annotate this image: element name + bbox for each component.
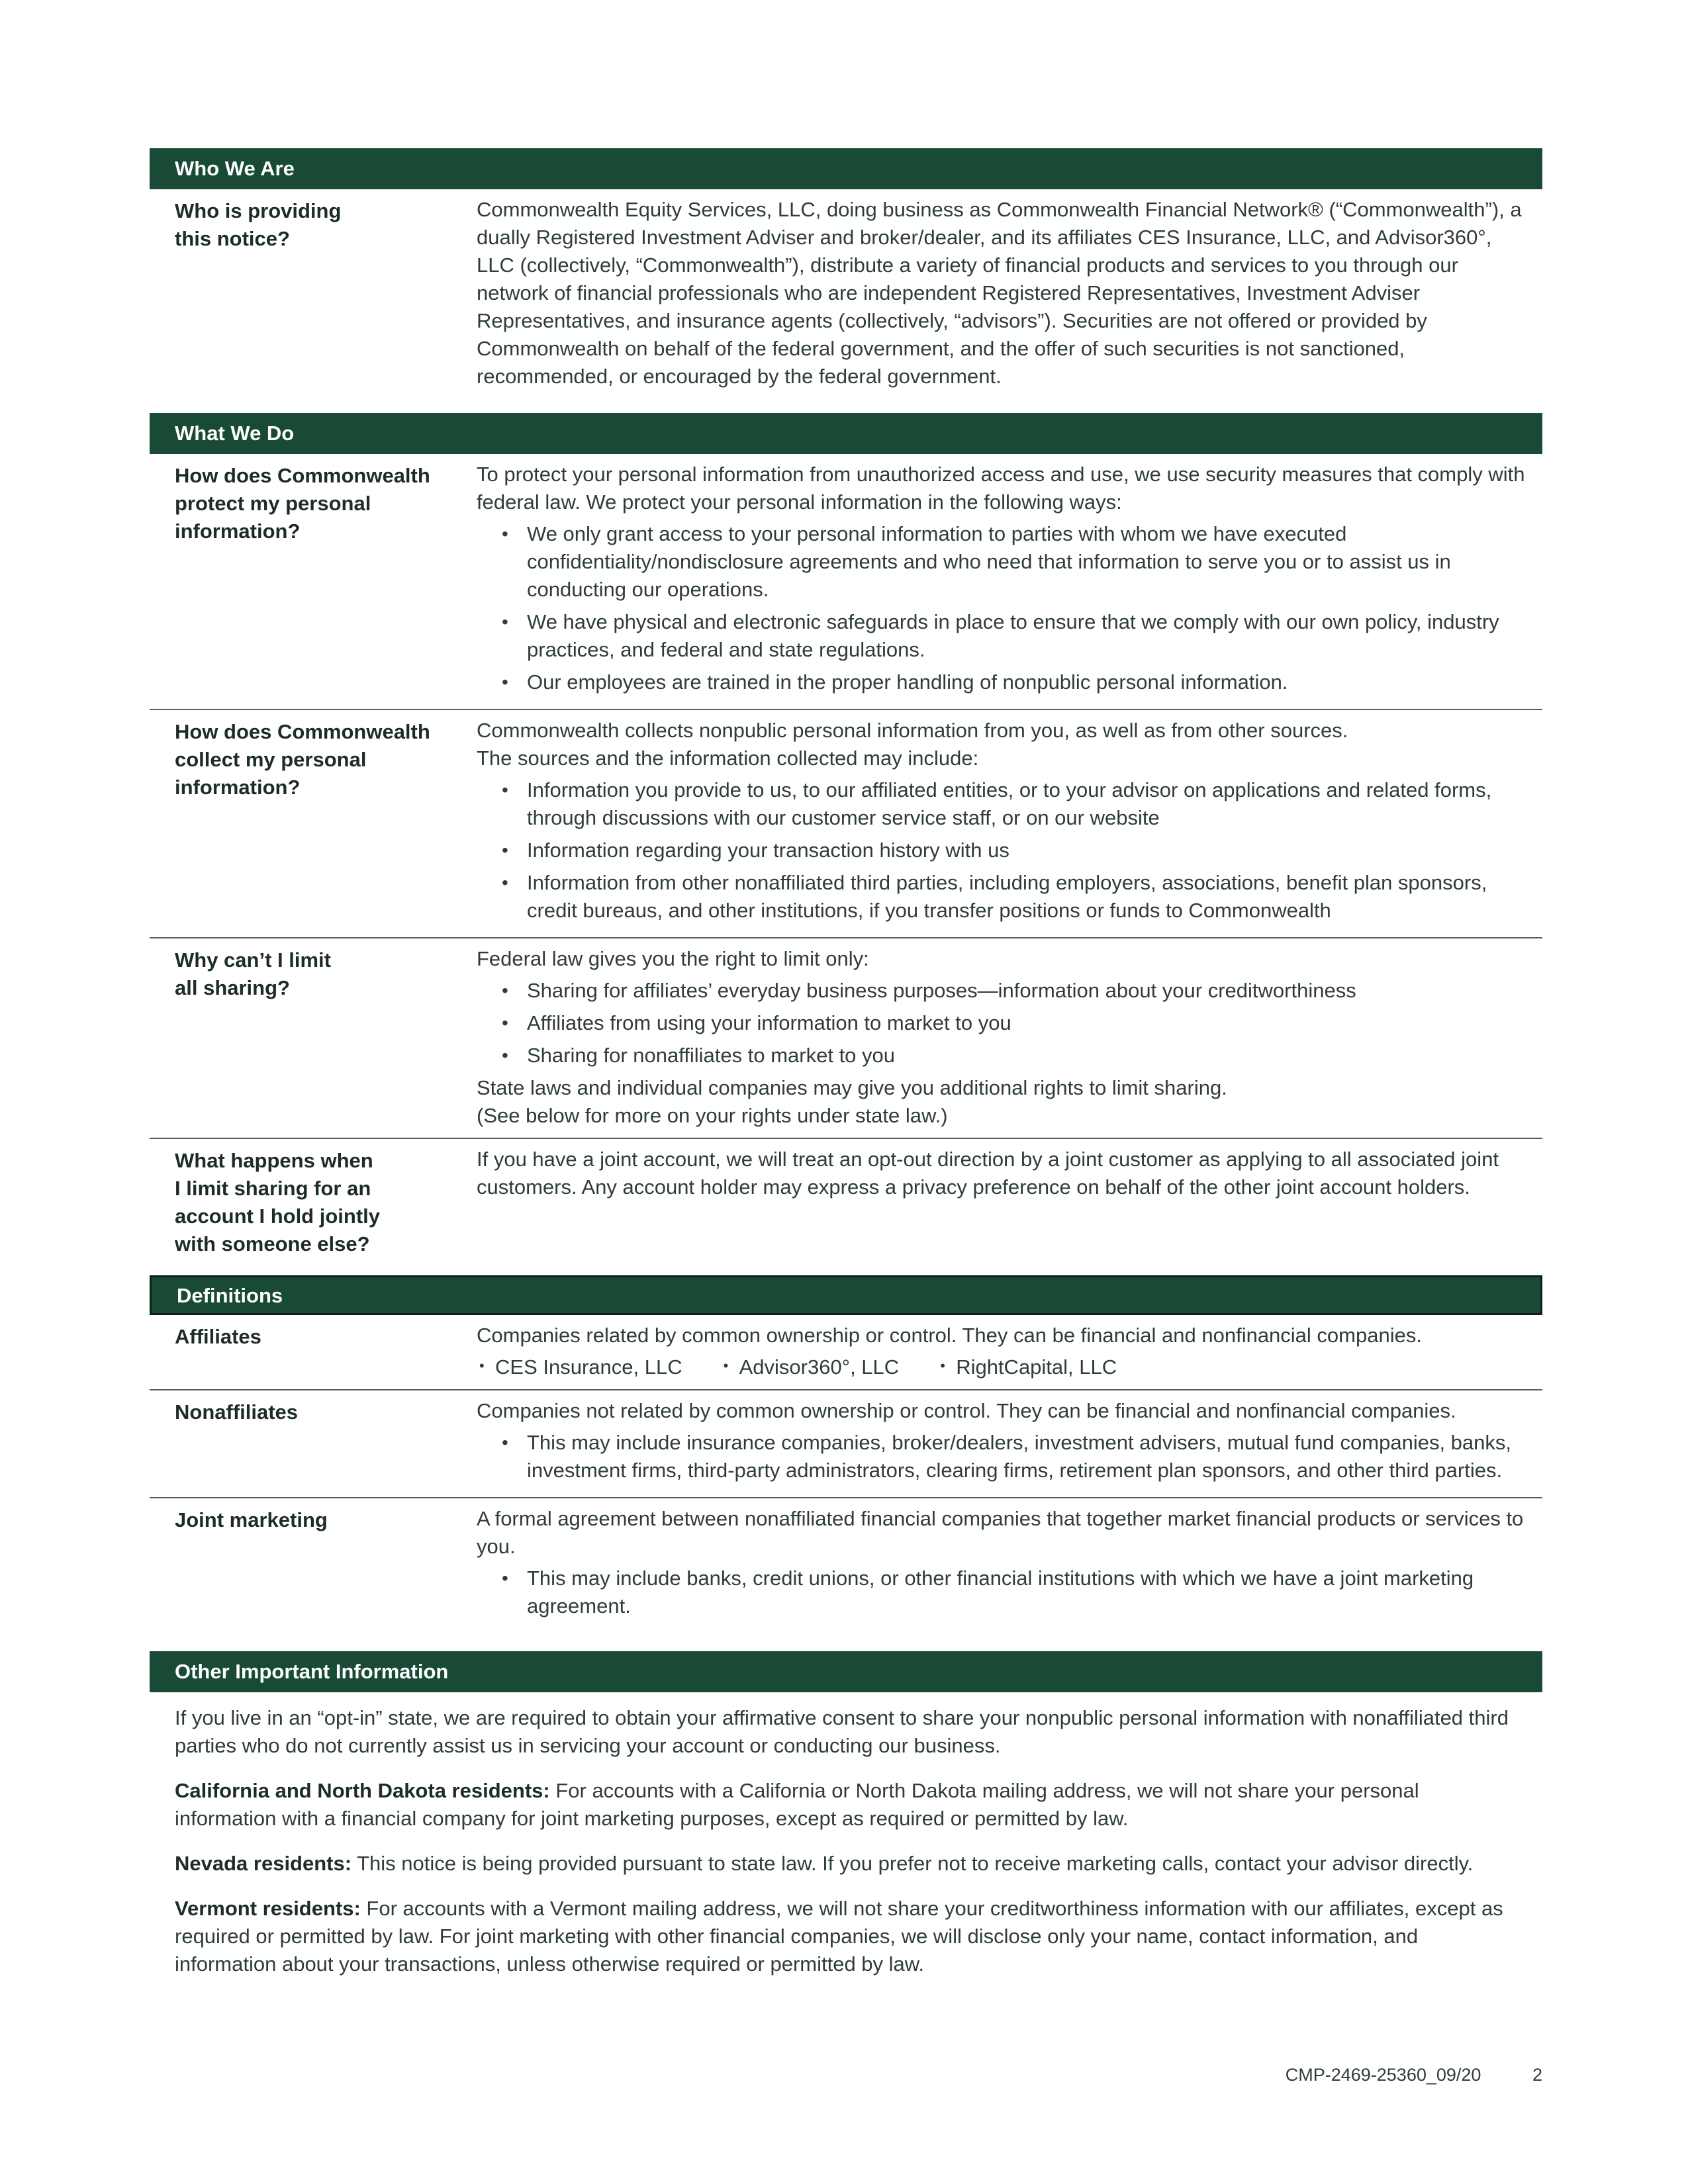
page-number: 2 xyxy=(1532,2065,1542,2085)
section-header-other-info: Other Important Information xyxy=(150,1651,1542,1692)
row-collect-info xyxy=(150,709,1542,937)
list-item: • This may include banks, credit unions, or other financial institutions with which we have a joint marketing agreement. xyxy=(527,1565,1529,1620)
paragraph-lead: Vermont residents: xyxy=(175,1897,361,1920)
question-line: collect my personal xyxy=(175,748,367,771)
paragraph-lead: Nevada residents: xyxy=(175,1852,352,1875)
answer-text xyxy=(477,938,1542,1138)
privacy-notice-page xyxy=(150,148,1542,1995)
definition-paragraph: A formal agreement between nonaffiliated financial companies that together market financial products or services to you. xyxy=(477,1507,1524,1558)
bullet-list xyxy=(477,520,1529,696)
list-item: • This may include insurance companies, broker/dealers, investment advisers, mutual fund companies, banks, investment firms, third-party administrators, clearing firms, retirement plan sponsors, and other third parties. xyxy=(527,1429,1529,1484)
row-nonaffiliates xyxy=(150,1389,1542,1497)
question-line: information? xyxy=(175,520,301,543)
list-item: • Affiliates from using your information to market to you xyxy=(527,1009,1529,1037)
question-line: Why can’t I limit xyxy=(175,948,331,972)
other-info-body xyxy=(150,1692,1542,1978)
question-line: account I hold jointly xyxy=(175,1205,380,1228)
question-label xyxy=(150,1139,477,1265)
answer-intro: Commonwealth collects nonpublic personal information from you, as well as from other sources. xyxy=(477,719,1348,742)
answer-intro: To protect your personal information from unauthorized access and use, we use security measures that comply with federal law. We protect your personal information in the following ways: xyxy=(477,463,1525,514)
question-line: this notice? xyxy=(175,227,290,250)
bullet-list xyxy=(477,1429,1529,1484)
question-line: with someone else? xyxy=(175,1232,370,1255)
question-line: What happens when xyxy=(175,1149,373,1172)
other-info-paragraph: Nevada residents: This notice is being provided pursuant to state law. If you prefer not to receive marketing calls, contact your advisor directly. xyxy=(175,1852,1474,1875)
definition-text xyxy=(477,1498,1542,1633)
bullet-list xyxy=(477,776,1529,925)
page-footer xyxy=(1286,2065,1542,2085)
list-item: • Information regarding your transaction history with us xyxy=(527,837,1529,864)
list-item: • Sharing for nonaffiliates to market to you xyxy=(527,1042,1529,1069)
list-item: • RightCapital, LLC xyxy=(937,1353,1117,1381)
question-label xyxy=(150,454,477,709)
answer-intro: Federal law gives you the right to limit only: xyxy=(477,947,869,970)
term-label: Affiliates xyxy=(175,1325,261,1348)
question-line: Who is providing xyxy=(175,199,342,222)
row-limit-sharing xyxy=(150,937,1542,1138)
bullet-list xyxy=(477,977,1529,1069)
bullet-list xyxy=(477,1565,1529,1620)
list-item: • Information from other nonaffiliated third parties, including employers, associations, benefit plan sponsors, credit bureaus, and other institutions, if you transfer positions or funds to Commonwealth xyxy=(527,869,1529,925)
answer-text xyxy=(477,454,1542,709)
list-item: • Sharing for affiliates’ everyday business purposes—information about your creditworthiness xyxy=(527,977,1529,1005)
list-item: • We have physical and electronic safeguards in place to ensure that we comply with our own policy, industry practices, and federal and state regulations. xyxy=(527,608,1529,664)
question-label xyxy=(150,710,477,937)
section-header-definitions: Definitions xyxy=(150,1275,1542,1315)
answer-text xyxy=(477,1139,1542,1265)
question-label xyxy=(150,938,477,1138)
list-item: • CES Insurance, LLC xyxy=(477,1353,682,1381)
row-joint-marketing xyxy=(150,1497,1542,1633)
term-label: Joint marketing xyxy=(175,1508,328,1531)
definition-paragraph: Companies not related by common ownership or control. They can be financial and nonfinancial companies. xyxy=(477,1399,1456,1422)
document-code: CMP-2469-25360_09/20 xyxy=(1285,2065,1481,2085)
row-who-is-providing xyxy=(150,189,1542,398)
answer-paragraph: If you have a joint account, we will treat an opt-out direction by a joint customer as applying to all associated joint customers. Any account holder may express a privacy preference on behalf of the other joint account holders. xyxy=(477,1148,1499,1199)
definition-paragraph: Companies related by common ownership or control. They can be financial and nonfinancial companies. xyxy=(477,1324,1422,1347)
answer-text xyxy=(477,710,1542,937)
other-info-paragraph: California and North Dakota residents: For accounts with a California or North Dakota mailing address, we will not share your personal information with a financial company for joint marketing purposes, except as required or permitted by law. xyxy=(175,1779,1419,1830)
other-info-paragraph: If you live in an “opt-in” state, we are required to obtain your affirmative consent to share your nonpublic personal information with nonaffiliated third parties who do not currently assist us in servicing your account or conducting our business. xyxy=(175,1706,1509,1757)
question-line: all sharing? xyxy=(175,976,290,999)
section-header-who-we-are: Who We Are xyxy=(150,148,1542,189)
question-label xyxy=(150,189,477,398)
question-line: I limit sharing for an xyxy=(175,1177,371,1200)
list-item: • Information you provide to us, to our affiliated entities, or to your advisor on applications and related forms, through discussions with our customer service staff, or on our website xyxy=(527,776,1529,832)
question-line: information? xyxy=(175,776,301,799)
question-line: How does Commonwealth xyxy=(175,464,430,487)
answer-outro: State laws and individual companies may give you additional rights to limit sharing. xyxy=(477,1076,1227,1099)
paragraph-lead: California and North Dakota residents: xyxy=(175,1779,550,1802)
answer-intro: The sources and the information collected may include: xyxy=(477,747,979,770)
list-item: • We only grant access to your personal information to parties with whom we have executed confidentiality/nondisclosure agreements and who need that information to serve you or to assist us in conducting our operations. xyxy=(527,520,1529,604)
list-item: • Advisor360°, LLC xyxy=(721,1353,900,1381)
question-line: How does Commonwealth xyxy=(175,720,430,743)
row-joint-account xyxy=(150,1138,1542,1265)
term-label: Nonaffiliates xyxy=(175,1400,299,1424)
row-protect-info xyxy=(150,454,1542,709)
affiliate-list xyxy=(477,1353,1529,1381)
answer-outro: (See below for more on your rights under state law.) xyxy=(477,1104,948,1127)
definition-text xyxy=(477,1315,1542,1389)
list-item: • Our employees are trained in the proper handling of nonpublic personal information. xyxy=(527,668,1529,696)
answer-text xyxy=(477,189,1542,398)
definition-text xyxy=(477,1390,1542,1497)
row-affiliates xyxy=(150,1315,1542,1389)
question-line: protect my personal xyxy=(175,492,371,515)
section-header-what-we-do: What We Do xyxy=(150,413,1542,454)
other-info-paragraph: Vermont residents: For accounts with a Vermont mailing address, we will not share your creditworthiness information with our affiliates, except as required or permitted by law. For joint marketing with other financial companies, we will disclose only your name, contact information, and information about your transactions, unless otherwise required or permitted by law. xyxy=(175,1897,1503,1976)
answer-paragraph: Commonwealth Equity Services, LLC, doing business as Commonwealth Financial Network® (“Commonwealth”), a dually Registered Investment Adviser and broker/dealer, and its affiliates CES Insurance, LLC, and Advisor360°, LLC (collectively, “Commonwealth”), distribute a variety of financial products and services to you through our network of financial professionals who are independent Registered Representatives, Investment Adviser Representatives, and insurance agents (collectively, “advisors”). Securities are not offered or provided by Commonwealth on behalf of the federal government, and the offer of such securities is not sanctioned, recommended, or encouraged by the federal government. xyxy=(477,198,1522,388)
